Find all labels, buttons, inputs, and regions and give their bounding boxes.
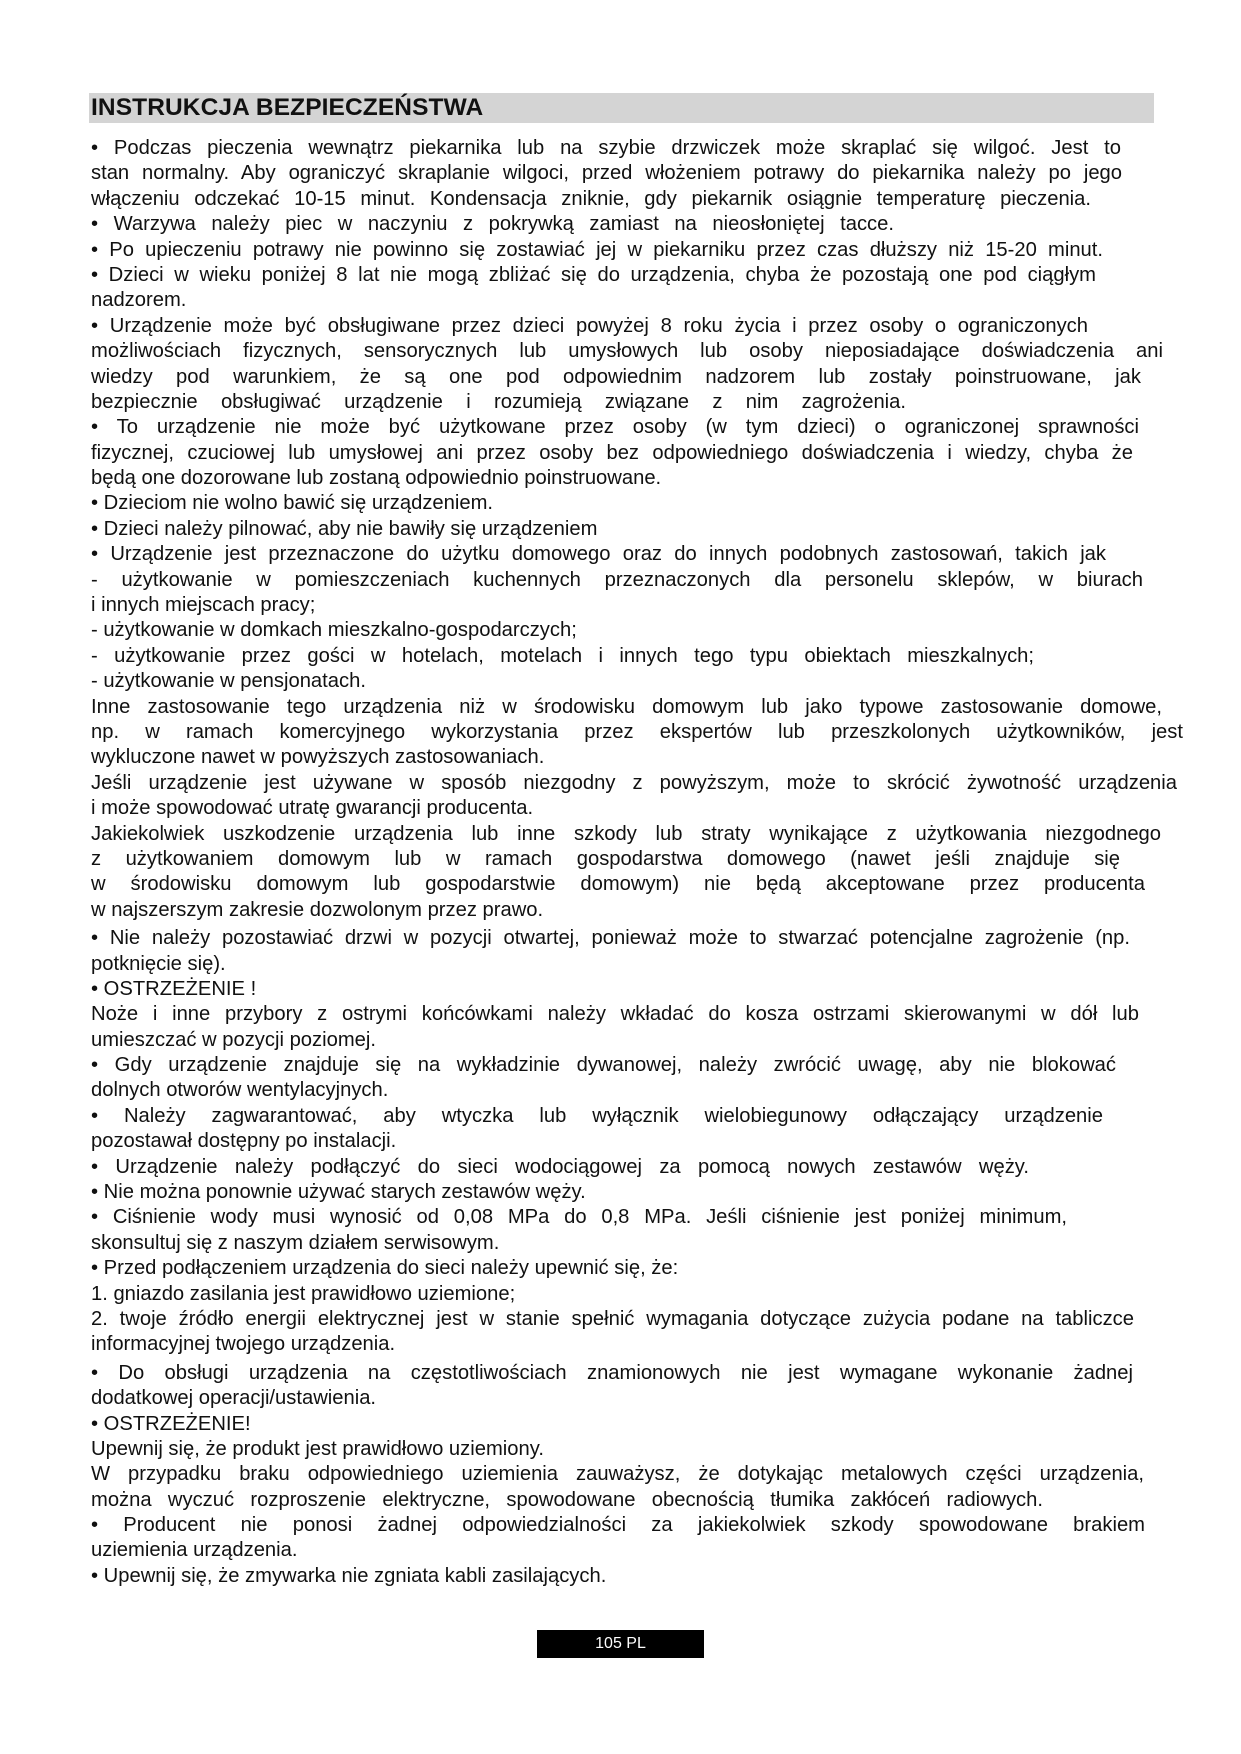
text-line: wykluczone nawet w powyższych zastosowaniach. — [91, 746, 545, 769]
section-title-bar — [89, 93, 1154, 123]
text-line: • Gdy urządzenie znajduje się na wykładzinie dywanowej, należy zwrócić uwagę, aby nie blokować — [91, 1054, 1116, 1077]
text-line: będą one dozorowane lub zostaną odpowiednio poinstruowane. — [91, 467, 662, 490]
text-line: np. w ramach komercyjnego wykorzystania przez ekspertów lub przeszkolonych użytkowników, jest — [91, 720, 1183, 743]
text-line: 2. twoje źródło energii elektrycznej jest w stanie spełnić wymagania dotyczące zużycia podane na tabliczce — [91, 1307, 1134, 1330]
text-line: Noże i inne przybory z ostrymi końcówkami należy wkładać do kosza ostrzami skierowanymi w dół lub — [91, 1003, 1139, 1026]
text-line: Jeśli urządzenie jest używane w sposób niezgodny z powyższym, może to skrócić żywotność urządzenia — [91, 771, 1177, 794]
text-line: • Urządzenie należy podłączyć do sieci wodociągowej za pomocą nowych zestawów węży. — [91, 1155, 1029, 1178]
text-line: • Dzieci należy pilnować, aby nie bawiły się urządzeniem — [91, 517, 598, 540]
text-line: pozostawał dostępny po instalacji. — [91, 1130, 397, 1153]
text-line: można wyczuć rozproszenie elektryczne, spowodowane obecnością tłumika zakłóceń radiowych. — [91, 1488, 1043, 1511]
text-line: • Nie można ponownie używać starych zestawów węży. — [91, 1181, 586, 1204]
text-line: • OSTRZEŻENIE! — [91, 1412, 251, 1435]
text-line: w środowisku domowym lub gospodarstwie domowym) nie będą akceptowane przez producenta — [91, 873, 1145, 896]
text-line: - użytkowanie w pensjonatach. — [91, 670, 366, 693]
text-line: bezpiecznie obsługiwać urządzenie i rozumieją związane z nim zagrożenia. — [91, 390, 906, 413]
text-line: • Dzieci w wieku poniżej 8 lat nie mogą zbliżać się do urządzenia, chyba że pozostają one pod ciągłym — [91, 263, 1096, 286]
text-line: • Nie należy pozostawiać drzwi w pozycji otwartej, ponieważ może to stwarzać potencjalne zagrożenie (np. — [91, 927, 1130, 950]
text-line: dodatkowej operacji/ustawienia. — [91, 1387, 377, 1410]
text-line: fizycznej, czuciowej lub umysłowej ani przez osoby bez odpowiedniego doświadczenia i wiedzy, chyba że — [91, 441, 1133, 464]
text-line: • OSTRZEŻENIE ! — [91, 977, 257, 1000]
text-line: • Upewnij się, że zmywarka nie zgniata kabli zasilających. — [91, 1564, 607, 1587]
text-line: i może spowodować utratę gwarancji producenta. — [91, 797, 534, 820]
text-line: • Po upieczeniu potrawy nie powinno się zostawiać jej w piekarniku przez czas dłuższy niż 15-20 minut. — [91, 238, 1103, 261]
text-line: - użytkowanie przez gości w hotelach, motelach i innych tego typu obiektach mieszkalnych; — [91, 644, 1034, 667]
text-line: włączeniu odczekać 10-15 minut. Kondensacja zniknie, gdy piekarnik osiągnie temperaturę pieczenia. — [91, 187, 1091, 210]
document-body — [91, 136, 1197, 1589]
text-line: - użytkowanie w pomieszczeniach kuchennych przeznaczonych dla personelu sklepów, w biurach — [91, 568, 1143, 591]
text-line: Inne zastosowanie tego urządzenia niż w środowisku domowym lub jako typowe zastosowanie domowe, — [91, 695, 1162, 718]
text-line: stan normalny. Aby ograniczyć skraplanie wilgoci, przed włożeniem potrawy do piekarnika należy po jego — [91, 162, 1122, 185]
text-line: możliwościach fizycznych, sensorycznych lub umysłowych lub osoby nieposiadające doświadczenia ani — [91, 340, 1163, 363]
text-line: uziemienia urządzenia. — [91, 1539, 298, 1562]
text-line: nadzorem. — [91, 289, 187, 312]
text-line: • Urządzenie jest przeznaczone do użytku domowego oraz do innych podobnych zastosowań, takich jak — [91, 543, 1106, 566]
text-line: • Warzywa należy piec w naczyniu z pokrywką zamiast na nieosłoniętej tacce. — [91, 213, 894, 236]
text-line: W przypadku braku odpowiedniego uziemienia zauważysz, że dotykając metalowych części urządzenia, — [91, 1463, 1144, 1486]
text-line: • Przed podłączeniem urządzenia do sieci należy upewnić się, że: — [91, 1257, 679, 1280]
text-line: z użytkowaniem domowym lub w ramach gospodarstwa domowego (nawet jeśli znajduje się — [91, 847, 1120, 870]
text-line: • Ciśnienie wody musi wynosić od 0,08 MPa do 0,8 MPa. Jeśli ciśnienie jest poniżej minimum, — [91, 1206, 1067, 1229]
text-line: • Dzieciom nie wolno bawić się urządzeniem. — [91, 492, 494, 515]
page-number: 105 PL — [537, 1630, 704, 1658]
text-line: • Należy zagwarantować, aby wtyczka lub wyłącznik wielobiegunowy odłączający urządzenie — [91, 1104, 1103, 1127]
text-line: • Podczas pieczenia wewnątrz piekarnika lub na szybie drzwiczek może skraplać się wilgoć. Jest to — [91, 137, 1121, 159]
text-line: skonsultuj się z naszym działem serwisowym. — [91, 1231, 500, 1254]
text-line: • Do obsługi urządzenia na częstotliwościach znamionowych nie jest wymagane wykonanie żadnej — [91, 1361, 1133, 1384]
text-line: • To urządzenie nie może być użytkowane przez osoby (w tym dzieci) o ograniczonej sprawności — [91, 416, 1139, 439]
text-line: i innych miejscach pracy; — [91, 594, 316, 617]
text-line: • Urządzenie może być obsługiwane przez dzieci powyżej 8 roku życia i przez osoby o ograniczonych — [91, 314, 1088, 337]
page-title: INSTRUKCJA BEZPIECZEŃSTWA — [91, 94, 484, 121]
text-line: • Producent nie ponosi żadnej odpowiedzialności za jakiekolwiek szkody spowodowane brakiem — [91, 1514, 1145, 1537]
text-line: Upewnij się, że produkt jest prawidłowo uziemiony. — [91, 1437, 544, 1460]
text-line: 1. gniazdo zasilania jest prawidłowo uziemione; — [91, 1282, 516, 1305]
text-line: informacyjnej twojego urządzenia. — [91, 1333, 396, 1356]
text-line: Jakiekolwiek uszkodzenie urządzenia lub inne szkody lub straty wynikające z użytkowania niezgodnego — [91, 822, 1161, 845]
text-line: dolnych otworów wentylacyjnych. — [91, 1079, 389, 1102]
text-line: potknięcie się). — [91, 952, 226, 975]
text-line: umieszczać w pozycji poziomej. — [91, 1028, 376, 1051]
text-line: w najszerszym zakresie dozwolonym przez prawo. — [91, 898, 544, 921]
text-line: wiedzy pod warunkiem, że są one pod odpowiednim nadzorem lub zostały poinstruowane, jak — [91, 365, 1141, 388]
text-line: - użytkowanie w domkach mieszkalno-gospodarczych; — [91, 619, 577, 642]
